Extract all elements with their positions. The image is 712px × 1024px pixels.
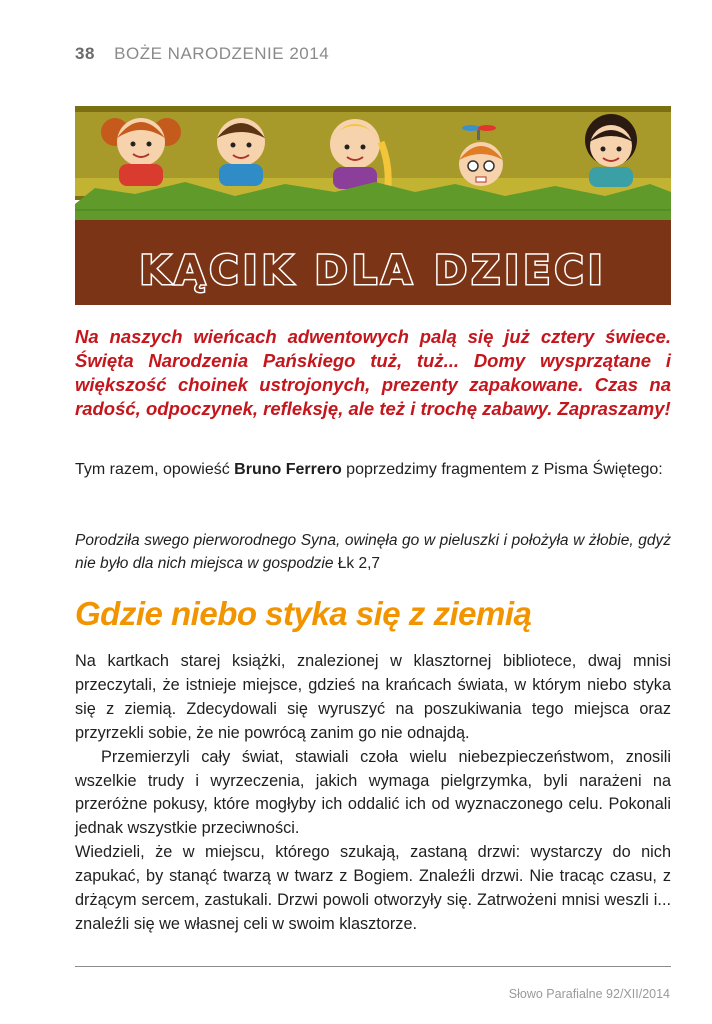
lead-paragraph <box>75 458 671 481</box>
quote-reference: Łk 2,7 <box>337 555 381 572</box>
scripture-quote <box>75 529 671 575</box>
footer-divider <box>75 966 671 967</box>
running-header <box>75 44 329 64</box>
kids-corner-banner <box>75 92 671 305</box>
lead-after: poprzedzimy fragmentem z Pisma Świętego: <box>341 461 663 478</box>
story-title: Gdzie niebo styka się z ziemią <box>75 595 532 632</box>
banner-title: KĄCIK DLA DZIECI <box>139 248 607 294</box>
story-body <box>75 650 671 937</box>
kid-2 <box>217 118 265 186</box>
story-paragraph: Przemierzyli cały świat, stawiali czoła wielu niebezpieczeństwom, znosili wszelkie trudy i wyrzeczenia, jakich wymaga pielgrzymka, byli narażeni na przeróżne pokusy, które mogłyby ich oddalić ich od wyznaczonego celu. Pokonali jednak wszystkie przeciwności. <box>75 747 671 838</box>
intro-text: Na naszych wieńcach adwentowych palą się już cztery świece. Święta Narodzenia Pańskiego tuż, tuż... Domy wysprzątane i większość choinek ustrojonych, prezenty zapakowane. Czas na radość, odpoczynek, refleksję, ale też i trochę zabawy. Zapraszamy! <box>75 326 671 419</box>
story-paragraph: Wiedzieli, że w miejscu, którego szukają, zastaną drzwi: wystarczy do nich zapukać, by stanąć twarzą w twarz z Bogiem. Znaleźli drzwi. Nie tracąc czasu, z drżącym sercem, zastukali. Drzwi powoli otworzyły się. Zatrwożeni mnisi weszli i... znaleźli się we własnej celi w swoim klasztorze. <box>75 843 671 933</box>
footer-publication: Słowo Parafialne 92/XII/2014 <box>508 987 670 1001</box>
page-number: 38 <box>75 44 95 63</box>
quote-text: Porodziła swego pierworodnego Syna, owinęła go w pieluszki i położyła w żłobie, gdyż nie było dla nich miejsca w gospodzie <box>75 532 671 572</box>
lead-before: Tym razem, opowieść <box>75 461 235 478</box>
author-name: Bruno Ferrero <box>234 461 342 478</box>
section-title: BOŻE NARODZENIE 2014 <box>114 44 330 63</box>
story-paragraph: Na kartkach starej książki, znalezionej w klasztornej bibliotece, dwaj mnisi przeczytali, że istnieje miejsce, gdzieś na krańcach świata, w którym niebo styka się z ziemią. Zdecydowali się wyruszyć na poszukiwania tego miejsca oraz przyrzekli sobie, że nie powrócą zanim go nie odnajdą. <box>75 652 671 742</box>
kid-5 <box>585 114 637 187</box>
banner-illustration <box>75 92 671 305</box>
